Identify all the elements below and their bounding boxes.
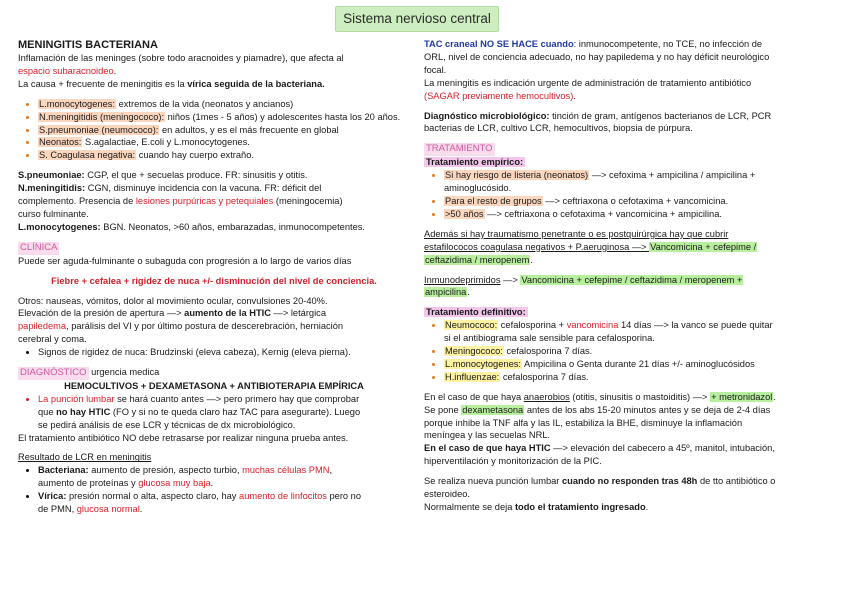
etiology-item: • S.pneumoniae (neumococo): en adultos, y es el más frecuente en global [38,124,410,137]
spneumoniae-note: S.pneumoniae: CGP, el que + secuelas produce. FR: sinusitis y otitis. [18,170,308,181]
etiology-item: • Neonatos: S.agalactiae, E.coli y L.monocytogenes. [38,136,410,149]
etiology-list [18,98,410,163]
diagnostico-note: El tratamiento antibiótico NO debe retrasarse por realizar ninguna prueba antes. [18,432,349,443]
nmeningitidis-note: N.meningitidis: CGN, disminuye incidencia con la vacuna. FR: déficit del complemento. Presencia de lesiones purpúricas y petequiales (meningocemia) curso fulminante. [18,183,343,219]
lmonocytogenes-note: L.monocytogenes: BGN. Neonatos, >60 años, embarazadas, inmunocompetentes. [18,221,365,232]
definitivo-item: • L.monocytogenes: Ampicilina o Genta durante 21 días +/- aminoglucósidos [444,358,834,371]
empirico-list [424,169,834,221]
etiology-item: • S. Coagulasa negativa: cuando hay cuerpo extraño. [38,149,410,162]
diagnostico-item: • La punción lumbar se hará cuanto antes —> pero primero hay que comprobar que no hay HTIC (FO y si no te queda claro haz TAC para asegurarte). Luego se pedirá análisis de ese LCR y técnicas de dx microbiológico. [38,393,410,432]
etiology-item: • N.meningitidis (meningococo): niños (1mes - 5 años) y adolescentes hasta los 20 años. [38,111,410,124]
etiology-item: • L.monocytogenes: extremos de la vida (neonatos y ancianos) [38,98,410,111]
intro-line-1: Inflamación de las meninges (sobre todo aracnoides y piamadre), que afecta al espacio subaracnoideo. [18,53,344,76]
left-column [18,38,410,516]
diagnostico-list [18,393,410,432]
meningitis-heading: MENINGITIS BACTERIANA [18,39,158,51]
definitivo-item: • Meningococo: cefalosporina 7 días. [444,345,834,358]
signos-list [18,346,410,359]
lcr-list [18,464,410,516]
trauma-text: Además si hay traumatismo penetrante o es postquirúrgica hay que cubrir estafilococos coagulasa negativos + P.aeruginosa —> Vancomicina + cefepime / ceftazidima / meropenem. [424,228,757,265]
definitivo-list [424,319,834,384]
ingreso-text: Normalmente se deja todo el tratamiento ingresado. [424,502,649,512]
dexametasona-text: Se pone dexametasona antes de los abs 15-20 minutos antes y se deja de 2-4 días porque inhibe la TNF alfa y las IL, estabiliza la BHE, disminuye la inflamación meníngea y las secuelas NRL. [424,404,771,441]
anaerobios-text: En el caso de que haya anaerobios (otitis, sinusitis o mastoiditis) —> + metronidazol. [424,391,776,402]
page-title: Sistema nervioso central [335,6,499,32]
diagnostico-bold: HEMOCULTIVOS + DEXAMETASONA + ANTIBIOTERAPIA EMPÍRICA [64,380,364,391]
inmuno-text: Inmunodeprimidos —> Vancomicina + cefepime / ceftazidima / meropenem + ampicilina. [424,274,743,298]
definitivo-item: • H.influenzae: cefalosporina 7 días. [444,371,834,384]
right-column [424,38,834,514]
urgencia-text: La meningitis es indicación urgente de administración de tratamiento antibiótico (SAGAR previamente hemocultivos). [424,77,752,101]
empirico-item: • >50 años —> ceftriaxona o cefotaxima + vancomicina + ampicilina. [444,208,834,221]
empirico-label: Tratamiento empírico: [426,157,524,168]
signos-item: • Signos de rigidez de nuca: Brudzinski (eleva cabeza), Kernig (eleva pierna). [38,346,410,359]
intro-line-2: La causa + frecuente de meningitis es la vírica seguida de la bacteriana. [18,78,325,89]
lcr-virica: • Vírica: presión normal o alta, aspecto claro, hay aumento de linfocitos pero no de PMN, glucosa normal. [38,490,410,516]
definitivo-item: • Neumococo: cefalosporina + vancomicina 14 días —> la vanco se puede quitar si el antibiograma sale sensible para cefalosporina. [444,319,834,345]
clinica-text: Puede ser aguda-fulminante o subaguda con progresión a lo largo de varios días [18,255,352,266]
lcr-title: Resultado de LCR en meningitis [18,452,152,463]
diagnostico-line: DIAGNÓSTICO urgencia medica [20,367,160,379]
tac-text: TAC craneal NO SE HACE cuando: inmunocompetente, no TCE, no infección de ORL, nivel de conciencia adecuado, no hay papiledema y no hay déficit neurológico focal. [424,39,770,75]
clinica-triad: Fiebre + cefalea + rigidez de nuca +/- disminución del nivel de conciencia. [51,275,377,286]
empirico-item: • Para el resto de grupos —> ceftriaxona o cefotaxima + vancomicina. [444,195,834,208]
clinica-label: CLÍNICA [20,241,58,253]
otros-text: Otros: nauseas, vómitos, dolor al movimiento ocular, convulsiones 20-40%. Elevación de la presión de apertura —> aumento de la HTIC —> letárgica papiledema, parálisis del VI y por último postura de descerebración, herniación cerebral y coma. [18,295,344,345]
diagnostico-label: DIAGNÓSTICO [20,367,87,379]
lcr-bacteriana: • Bacteriana: aumento de presión, aspecto turbio, muchas células PMN, aumento de proteínas y glucosa muy baja. [38,464,410,490]
puncion-text: Se realiza nueva punción lumbar cuando no responden tras 48h de tto antibiótico o esteroideo. [424,476,776,500]
definitivo-label: Tratamiento definitivo: [426,307,526,318]
tratamiento-label: TRATAMIENTO [426,143,493,155]
htic-text: En el caso de que haya HTIC —> elevación del cabecero a 45º, manitol, intubación, hiperventilación y monitorización de la PIC. [424,443,775,467]
empirico-item: • Si hay riesgo de listeria (neonatos) —> cefoxima + ampicilina / ampicilina + aminoglucósido. [444,169,834,195]
dx-micro-text: Diagnóstico microbiológico: tinción de gram, antígenos bacterianos de LCR, PCR bacterias de LCR, cultivo LCR, hemocultivos, biopsia de púrpura. [424,110,772,134]
